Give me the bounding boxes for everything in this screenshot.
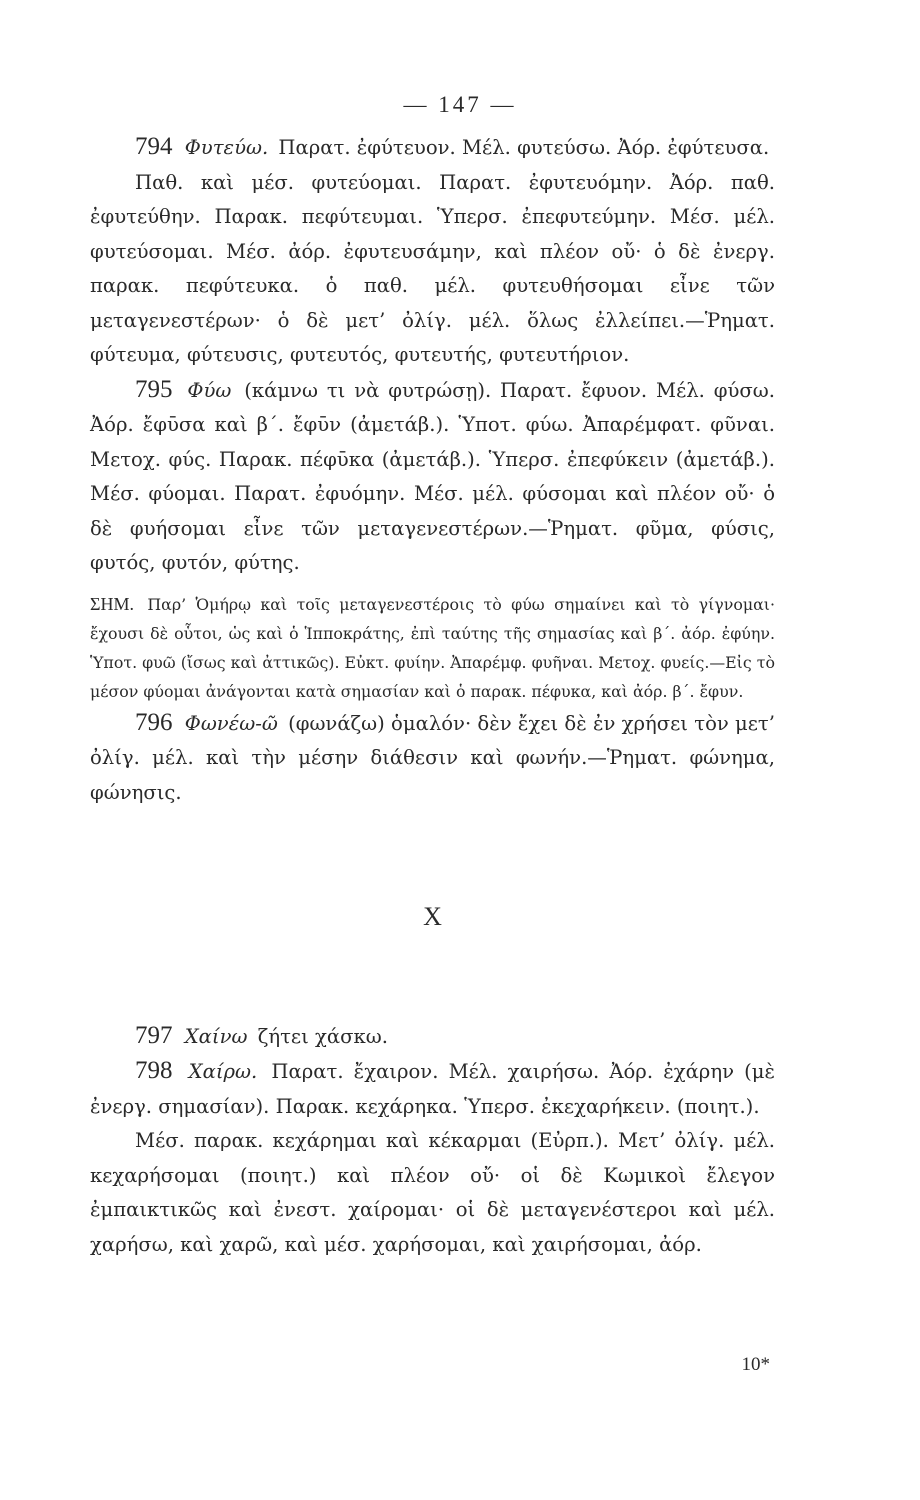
entry-lemma: Φωνέω-ῶ [184, 711, 278, 735]
entry-798-continuation: Μέσ. παρακ. κεχάρημαι καὶ κέκαρμαι (Εὐρπ.). Μετ’ ὀλίγ. μέλ. κεχαρήσομαι (ποιητ.) καὶ πλέον οὔ· οἱ δὲ Κωμικοὶ ἔλεγον ἐμπαικτικῶς καὶ ἐνεστ. χαίρομαι· οἱ δὲ μεταγενέστεροι καὶ μέλ. χαρήσω, καὶ χαρῶ, καὶ μέσ. χαρήσομαι, καὶ χαιρήσομαι, ἀόρ. [90, 1129, 775, 1256]
entry-number: 797 [135, 1021, 173, 1049]
entry-number: 795 [135, 375, 173, 403]
entry-lemma: Χαίρω. [188, 1060, 258, 1083]
entry-lemma: Φύω [187, 378, 232, 402]
entry-text: ζήτει χάσκω. [257, 1024, 388, 1048]
entry-798 [90, 1054, 775, 1124]
signature-mark: 10* [741, 1354, 770, 1375]
entry-lemma: Φυτεύω. [184, 136, 269, 159]
note-text: Παρ’ Ὁμήρῳ καὶ τοῖς μεταγενεστέροις τὸ φύω σημαίνει καὶ τὸ γίγνομαι· ἔχουσι δὲ οὗτοι, ὡς καὶ ὁ Ἱπποκράτης, ἐπὶ ταύτης τῆς σημασίας καὶ β΄. ἀόρ. ἐφύην. Ὑποτ. φυῶ (ἴσως καὶ ἀττικῶς). Εὐκτ. φυίην. Ἀπαρέμφ. φυῆναι. Μετοχ. φυείς.—Εἰς τὸ μέσον φύομαι ἀνάγονται κατὰ σημασίαν καὶ ὁ παρακ. πέφυκα, καὶ ἀόρ. β΄. ἔφυν. [90, 594, 775, 701]
entry-text: Παρατ. ἐφύτευον. Μέλ. φυτεύσω. Ἀόρ. ἐφύτευσα. [278, 136, 770, 159]
entry-text: (κάμνω τι νὰ φυτρώσῃ). Παρατ. ἔφυον. Μέλ. φύσω. Ἀόρ. ἔφῡσα καὶ β΄. ἔφῡν (ἀμετάβ.). Ὑποτ. φύω. Ἀπαρέμφατ. φῦναι. Μετοχ. φύς. Παρακ. πέφῡκα (ἀμετάβ.). Ὑπερσ. ἐπεφύκειν (ἀμετάβ.). Μέσ. φύομαι. Παρατ. ἐφυόμην. Μέσ. μέλ. φύσομαι καὶ πλέον οὔ· ὁ δὲ φυήσομαι εἶνε τῶν μεταγενεστέρων.—Ῥηματ. φῦμα, φύσις, φυτός, φυτόν, φύτης. [90, 378, 775, 574]
entry-797 [90, 1019, 775, 1055]
entry-795 [90, 373, 775, 581]
note-label: ΣΗΜ. [90, 593, 134, 614]
page-body [90, 130, 775, 1262]
entry-lemma: Χαίνω [184, 1024, 248, 1048]
entry-794 [90, 130, 775, 166]
entry-794-paragraph: Παθ. καὶ μέσ. φυτεύομαι. Παρατ. ἐφυτευόμην. Ἀόρ. παθ. ἐφυτεύθην. Παρακ. πεφύτευμαι. Ὑπερσ. ἐπεφυτεύμην. Μέσ. μέλ. φυτεύσομαι. Μέσ. ἀόρ. ἐφυτευσάμην, καὶ πλέον οὔ· ὁ δὲ ἐνεργ. παρακ. πεφύτευκα. ὁ παθ. μέλ. φυτευθήσομαι εἶνε τῶν μεταγενεστέρων· ὁ δὲ μετ’ ὀλίγ. μέλ. ὅλως ἐλλείπει.—Ῥηματ. φύτευμα, φύτευσις, φυτευτός, φυτευτής, φυτευτήριον. [90, 170, 775, 366]
entry-number: 796 [135, 708, 173, 736]
section-heading: X [423, 902, 442, 931]
entry-796 [90, 706, 775, 811]
entry-text: Παρατ. ἔχαιρον. Μέλ. χαιρήσω. Ἀόρ. ἐχάρην (μὲ ἐνεργ. σημασίαν). Παρακ. κεχάρηκα. Ὑπερσ. ἐκεχαρήκειν. (ποιητ.). [90, 1060, 776, 1118]
page-number: — 147 — [403, 92, 517, 117]
entry-text: (φωνάζω) ὁμαλόν· δὲν ἔχει δὲ ἐν χρήσει τὸν μετ’ ὀλίγ. μέλ. καὶ τὴν μέσην διάθεσιν καὶ φωνήν.—Ῥηματ. φώνημα, φώνησις. [90, 711, 776, 804]
entry-number: 794 [135, 133, 173, 160]
entry-number: 798 [135, 1057, 173, 1084]
note-paragraph [90, 590, 775, 706]
